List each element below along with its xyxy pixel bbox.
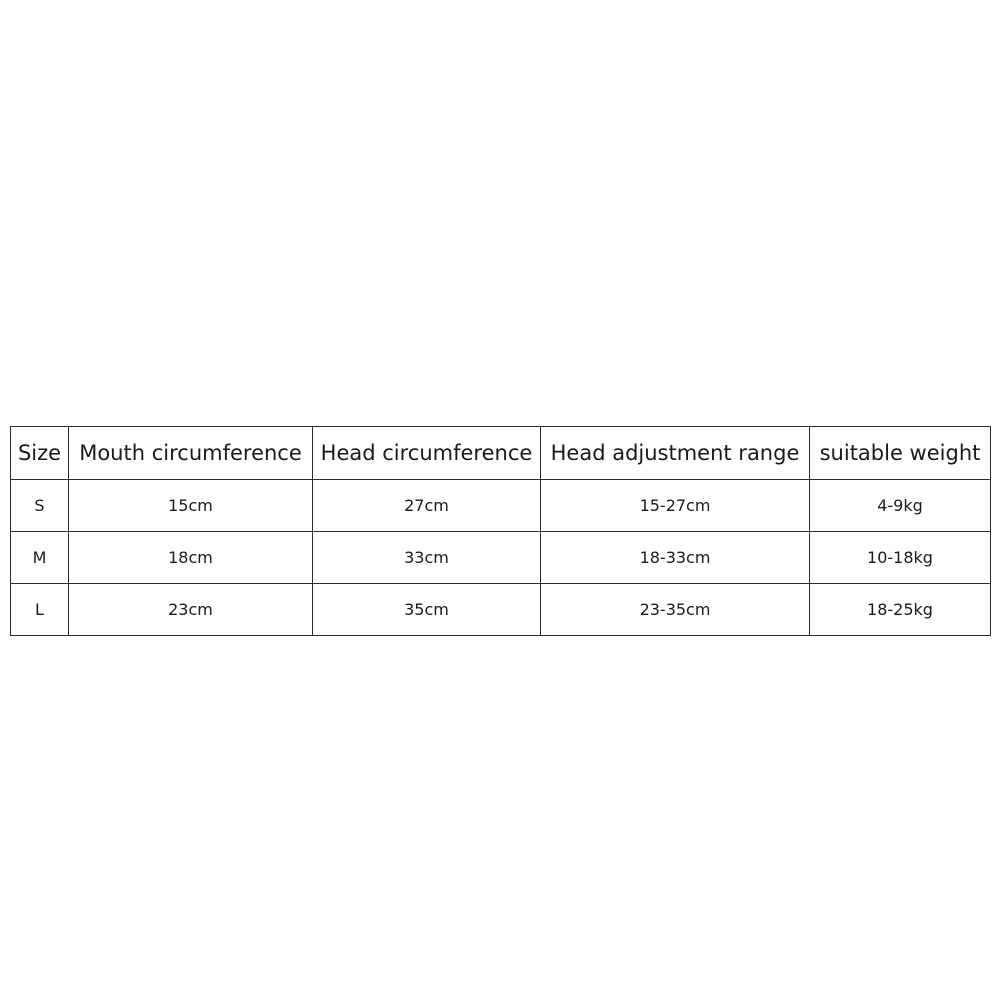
table-row xyxy=(11,480,991,532)
cell-head-adjustment-range: 15-27cm xyxy=(541,480,810,532)
header-mouth-circumference: Mouth circumference xyxy=(69,427,313,480)
table-header-row xyxy=(11,427,991,480)
table-row xyxy=(11,584,991,636)
cell-suitable-weight: 10-18kg xyxy=(810,532,991,584)
header-size: Size xyxy=(11,427,69,480)
cell-head-adjustment-range: 23-35cm xyxy=(541,584,810,636)
cell-mouth-circumference: 23cm xyxy=(69,584,313,636)
cell-head-circumference: 33cm xyxy=(313,532,541,584)
cell-suitable-weight: 4-9kg xyxy=(810,480,991,532)
cell-size: M xyxy=(11,532,69,584)
size-chart-table xyxy=(10,426,991,636)
header-head-circumference: Head circumference xyxy=(313,427,541,480)
cell-suitable-weight: 18-25kg xyxy=(810,584,991,636)
cell-size: S xyxy=(11,480,69,532)
cell-head-circumference: 35cm xyxy=(313,584,541,636)
cell-mouth-circumference: 15cm xyxy=(69,480,313,532)
cell-head-adjustment-range: 18-33cm xyxy=(541,532,810,584)
cell-size: L xyxy=(11,584,69,636)
header-suitable-weight: suitable weight xyxy=(810,427,991,480)
cell-mouth-circumference: 18cm xyxy=(69,532,313,584)
cell-head-circumference: 27cm xyxy=(313,480,541,532)
table-row xyxy=(11,532,991,584)
header-head-adjustment-range: Head adjustment range xyxy=(541,427,810,480)
